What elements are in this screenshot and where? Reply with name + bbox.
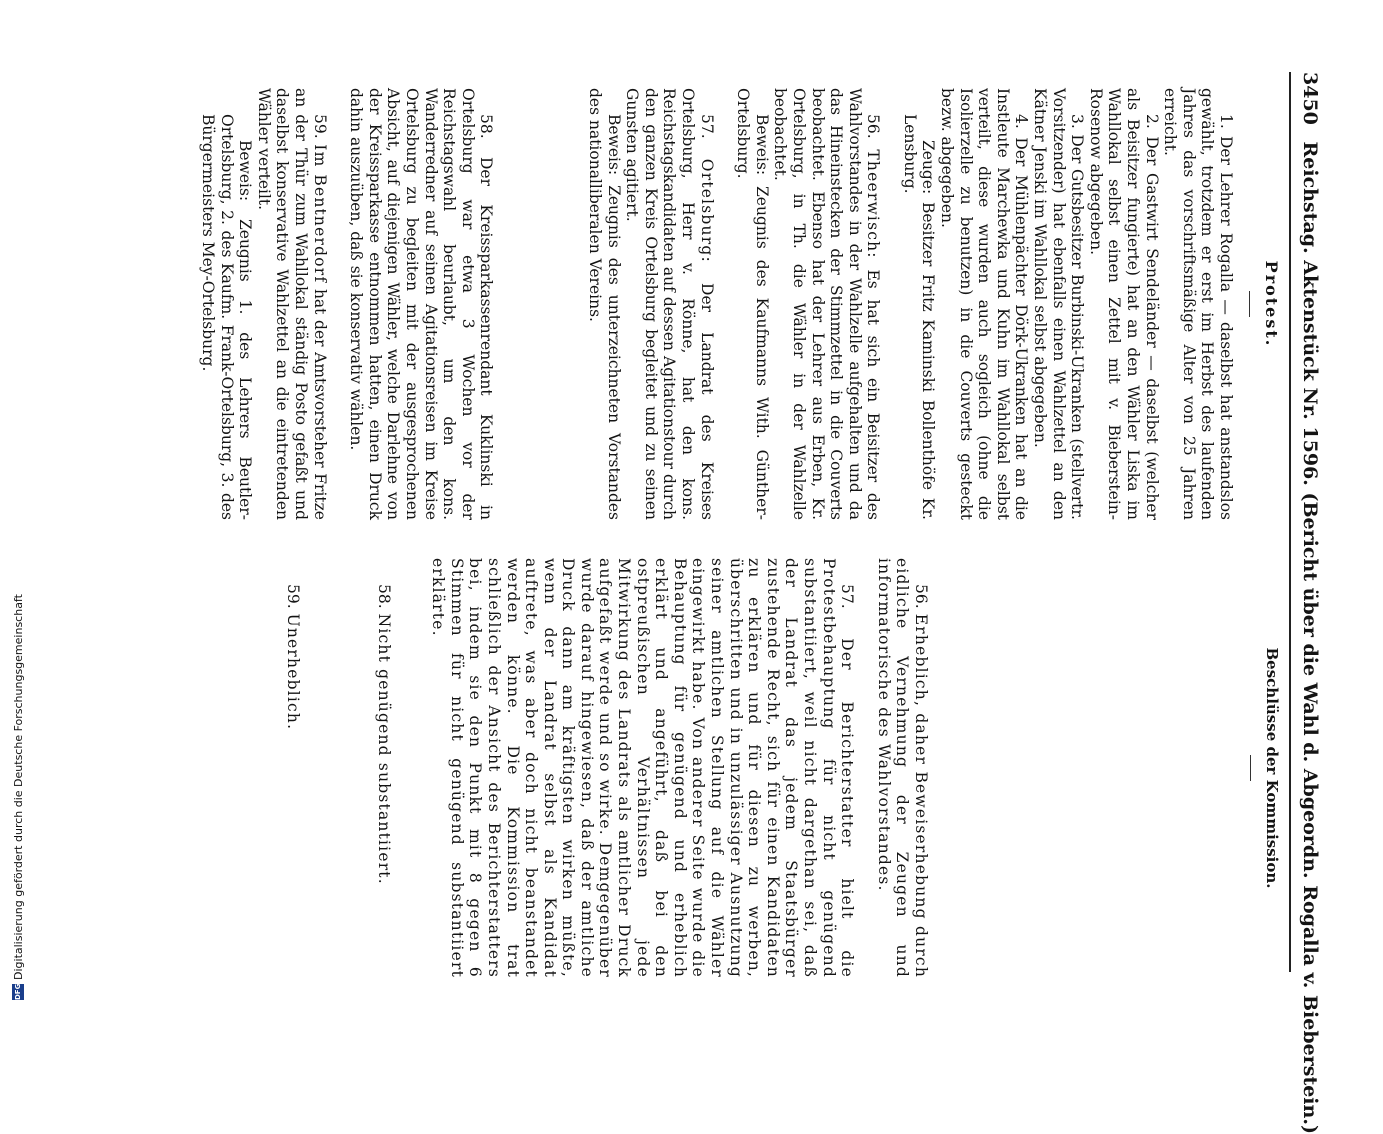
item-number: 59. bbox=[310, 114, 329, 139]
protest-column bbox=[199, 88, 1286, 520]
running-title: Reichstag. Aktenstück Nr. 1596. (Bericht über die Wahl d. Abgeordn. Rogalla v. Bieberstein.) bbox=[1299, 141, 1321, 1134]
item-number: 57. bbox=[838, 584, 857, 609]
decision-58 bbox=[374, 558, 393, 978]
title-divider bbox=[1250, 755, 1251, 781]
decision-59 bbox=[283, 558, 302, 978]
item-number: 56. bbox=[864, 114, 883, 139]
dfg-logo: DFG bbox=[14, 983, 22, 1000]
item-place: Theerwisch: bbox=[864, 149, 883, 259]
digitization-credit bbox=[8, 580, 28, 1000]
protest-item-58 bbox=[347, 88, 496, 520]
decision-57 bbox=[429, 558, 857, 978]
item-text: Der Lehrer Rogalla — daselbst hat anstandslos gewählt, trotzdem er erst im Herbst des laufenden Jahres das vorschriftsmäßige Alter von 25 Jahren erreicht. bbox=[1161, 88, 1235, 520]
item-text: Der Berichterstatter hielt die Protestbehauptung für nicht genügend substantiiert, weil nicht dargethan sei, daß der Landrat das jedem Staatsbürger zustehende Recht, sich für einen Kandidaten zu erklären und für diesen zu werben, überschritten und in unzulässiger Ausnutzung seiner amtlichen Stellung auf die Wähler eingewirkt habe. Von anderer Seite wurde die Behauptung für genügend und erheblich erklärt und angeführt, daß bei den ostpreußischen Verhältnissen jede Mitwirkung des Landrats als amtlicher Druck aufgefaßt werde und so wirke. Demgegenüber wurde darauf hingewiesen, daß der amtliche Druck dann am kräftigsten wirken müßte, wenn der Landrat selbst als Kandidat auftrete, was aber doch nicht beanstandet werden könne. Die Kommission trat schließlich der Ansicht des Berichterstatters bei, indem sie den Punkt mit 8 gegen 6 Stimmen für nicht genügend substantiiert erklärte. bbox=[429, 558, 857, 978]
witness-56: Beweis: Zeugnis des Kaufmanns With. Günther-Ortelsburg. bbox=[734, 88, 771, 520]
protest-title: Protest. bbox=[1262, 260, 1281, 348]
item-number: 1. bbox=[1217, 114, 1235, 129]
page-header bbox=[1295, 72, 1321, 1134]
item-text: Der Kreissparkassenrendant Kuklinski in Ortelsburg war etwa 3 Wochen vor der Reichstagswahl beurlaubt, um den kons. Wanderredner auf seinen Agitationsreisen im Kreise Ortelsburg zu begleiten mit der ausgesprochenen Absicht, auf diejenigen Wähler, welche Darlehne von der Kreissparkasse entnommen hatten, einen Druck dahin auszuüben, daß sie konservativ wählen. bbox=[347, 88, 496, 520]
item-text: Der Mühlenpächter Dörk-Ukranken hat an die Instleute Marchewka und Kuhn im Wahllokal selbst verteilt, diese wurden auch sogleich (ohne die Isolierzelle zu benutzen) in die Couverts gesteckt bezw. abgegeben. bbox=[938, 88, 1031, 520]
commission-column bbox=[283, 558, 1285, 978]
item-text: hat der Amtsvorsteher Fritze an der Thür zum Wahllokal ständig Posto gefaßt und daselbst konservative Wahlzettel an die eintretenden Wähler verteilt. bbox=[254, 88, 329, 520]
item-text: Nicht genügend substantiiert. bbox=[374, 613, 393, 885]
protest-item-56 bbox=[771, 88, 883, 520]
credit-text: Digitalisierung gefördert durch die Deutsche Forschungsgemeinschaft bbox=[11, 594, 25, 980]
item-number: 57. bbox=[697, 114, 716, 139]
item-number: 58. bbox=[477, 114, 496, 139]
item-place: Ortelsburg: bbox=[697, 158, 716, 263]
protest-item-57 bbox=[623, 88, 716, 520]
witness-59: Beweis: Zeugnis 1. des Lehrers Beutler-Ortelsburg, 2. des Kaufm. Frank-Ortelsburg, 3. des Bürgermeisters Mey-Ortelsburg. bbox=[199, 114, 255, 520]
item-number: 3. bbox=[1068, 114, 1087, 129]
decision-56 bbox=[874, 558, 930, 978]
item-text: Erheblich, daher Beweiserhebung durch eidliche Vernehmung der Zeugen und informatorische des Wahlvorstandes. bbox=[874, 558, 930, 978]
item-number: 2. bbox=[1142, 114, 1161, 129]
item-number: 59. bbox=[283, 584, 302, 609]
item-place: Im Bentnerdorf bbox=[310, 144, 329, 284]
item-number: 56. bbox=[912, 584, 930, 609]
item-text: Unerheblich. bbox=[283, 613, 302, 731]
protest-item-2 bbox=[1086, 88, 1160, 520]
protest-item-1 bbox=[1161, 88, 1235, 520]
header-rule bbox=[1289, 72, 1291, 972]
witness-4: Zeuge: Besitzer Fritz Kaminski Bollenthöfe Kr. Lensburg. bbox=[900, 114, 938, 520]
item-text: Es hat sich ein Beisitzer des Wahlvorstandes in der Wahlzelle aufgehalten und da das Hineinstecken der Stimmzettel in die Couverts beobachtet. Ebenso hat der Lehrer aus Erben, Kr. Ortelsburg, in Th. die Wähler in der Wahlzelle beobachtet. bbox=[771, 88, 883, 520]
item-text: Der Gutsbesitzer Burbinski-Ukranken (stellvertr. Vorsitzender) hat ebenfalls einen Wahlzettel an den Kätner Jenski im Wahllokal selbst abgegeben. bbox=[1031, 88, 1087, 520]
item-number: 4. bbox=[1012, 114, 1031, 129]
item-text: Der Landrat des Kreises Ortelsburg, Herr v. Rönne, hat den kons. Reichstagskandidaten auf dessen Agitationstour durch den ganzen Kreis Ortelsburg begleitet und zu seinen Gunsten agitiert. bbox=[623, 88, 716, 520]
protest-item-4 bbox=[938, 88, 1031, 520]
protest-item-3 bbox=[1030, 88, 1086, 520]
witness-57: Beweis: Zeugnis des unterzeichneten Vorstandes des nationalliberalen Vereins. bbox=[586, 88, 623, 520]
protest-item-59 bbox=[254, 88, 328, 520]
item-text: Der Gastwirt Sendeländer — daselbst (welcher als Beisitzer fungierte) hat an den Wähler Liska im Wahllokal selbst einen Zettel mit v. Bieberstein-Rosenow abgegeben. bbox=[1086, 88, 1161, 520]
title-divider bbox=[1249, 291, 1250, 317]
item-number: 58. bbox=[374, 584, 393, 609]
commission-title: Beschlüsse der Kommission. bbox=[1263, 647, 1281, 889]
page-number: 3450 bbox=[1299, 72, 1321, 125]
